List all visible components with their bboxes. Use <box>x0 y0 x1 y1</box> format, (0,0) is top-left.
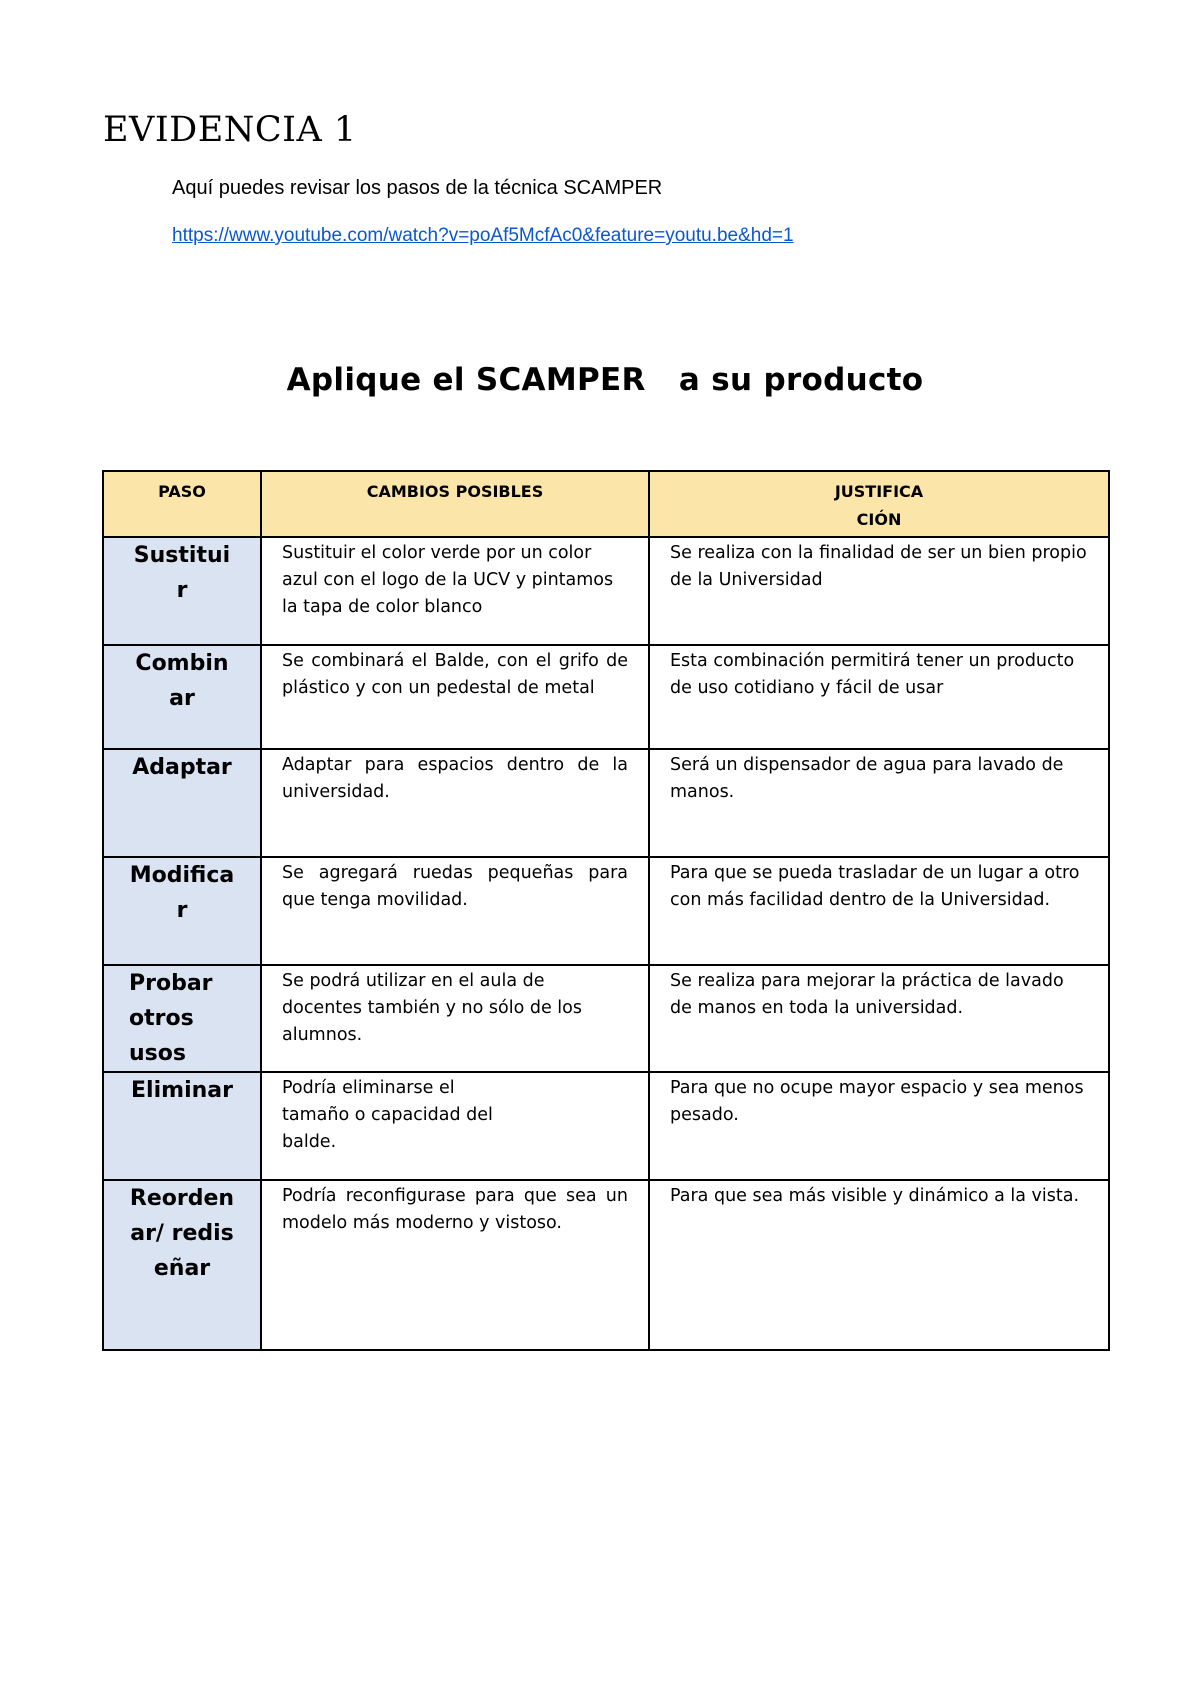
cambios-cell: Se podrá utilizar en el aula de docentes también y no sólo de los alumnos. <box>261 965 649 1072</box>
step-label: Combinar <box>135 651 229 711</box>
cambios-cell: Podría eliminarse el tamaño o capacidad del balde. <box>261 1072 649 1180</box>
table-row <box>103 965 1109 1072</box>
step-cell <box>103 965 261 1072</box>
justificacion-cell: Se realiza para mejorar la práctica de lavado de manos en toda la universidad. <box>649 965 1109 1072</box>
cambios-cell: Sustituir el color verde por un color azul con el logo de la UCV y pintamos la tapa de color blanco <box>261 537 649 645</box>
table-row <box>103 1072 1109 1180</box>
cambios-cell: Adaptar para espacios dentro de la universidad. <box>261 749 649 857</box>
table-header-row <box>103 471 1109 537</box>
step-label: Sustituir <box>133 543 231 603</box>
youtube-link[interactable]: https://www.youtube.com/watch?v=poAf5McfAc0&feature=youtu.be&hd=1 <box>172 225 794 246</box>
header-cambios: CAMBIOS POSIBLES <box>261 471 649 537</box>
step-label: Eliminar <box>131 1078 233 1103</box>
cambios-cell: Se combinará el Balde, con el grifo de plástico y con un pedestal de metal <box>261 645 649 749</box>
cambios-cell: Se agregará ruedas pequeñas para que tenga movilidad. <box>261 857 649 965</box>
table-row <box>103 1180 1109 1350</box>
justificacion-cell: Para que no ocupe mayor espacio y sea menos pesado. <box>649 1072 1109 1180</box>
justificacion-cell: Esta combinación permitirá tener un producto de uso cotidiano y fácil de usar <box>649 645 1109 749</box>
justificacion-cell: Se realiza con la finalidad de ser un bien propio de la Universidad <box>649 537 1109 645</box>
table-row <box>103 537 1109 645</box>
justificacion-cell: Será un dispensador de agua para lavado de manos. <box>649 749 1109 857</box>
step-cell <box>103 1180 261 1350</box>
intro-text: Aquí puedes revisar los pasos de la técnica SCAMPER <box>172 177 663 199</box>
step-cell <box>103 645 261 749</box>
step-label: Reordenar/ rediseñar <box>129 1186 235 1281</box>
step-cell <box>103 749 261 857</box>
table-row <box>103 857 1109 965</box>
step-cell <box>103 857 261 965</box>
header-paso: PASO <box>103 471 261 537</box>
header-justificacion-label: JUSTIFICACIÓN <box>834 482 924 529</box>
table-row <box>103 645 1109 749</box>
section-subtitle: Aplique el SCAMPER a su producto <box>286 362 924 398</box>
cambios-cell: Podría reconfigurase para que sea un modelo más moderno y vistoso. <box>261 1180 649 1350</box>
table-row <box>103 749 1109 857</box>
justificacion-cell: Para que sea más visible y dinámico a la vista. <box>649 1180 1109 1350</box>
scamper-table <box>102 470 1110 1351</box>
step-label: Modificar <box>129 863 235 923</box>
step-cell <box>103 537 261 645</box>
step-label: Adaptar <box>132 755 232 780</box>
document-title: EVIDENCIA 1 <box>103 110 357 150</box>
justificacion-cell: Para que se pueda trasladar de un lugar a otro con más facilidad dentro de la Universidad. <box>649 857 1109 965</box>
header-justificacion <box>649 471 1109 537</box>
step-cell <box>103 1072 261 1180</box>
step-label: Probar otros usos <box>129 971 213 1066</box>
